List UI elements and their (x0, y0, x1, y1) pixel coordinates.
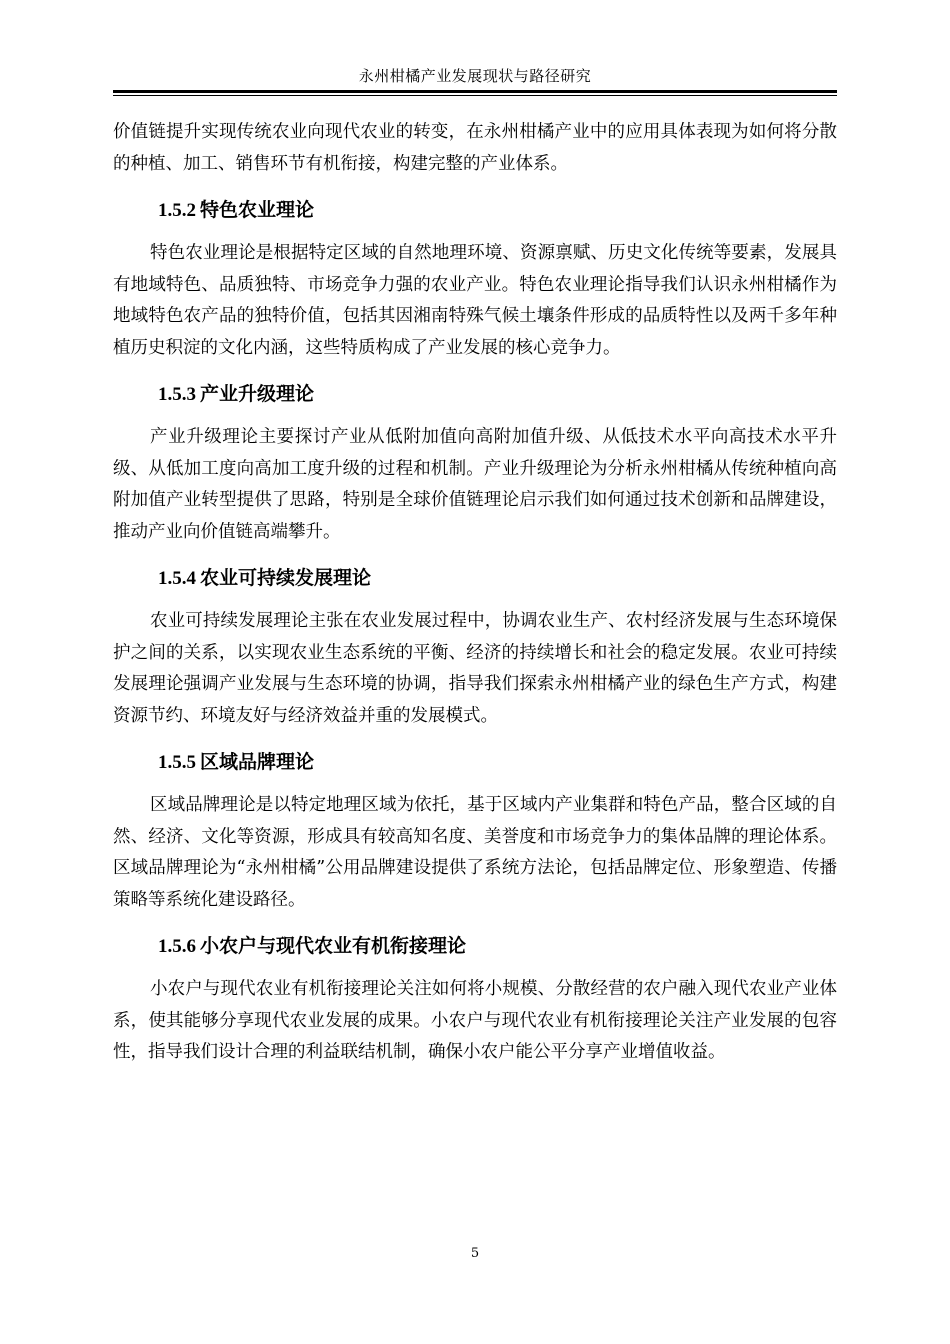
running-header: 永州柑橘产业发展现状与路径研究 (358, 67, 592, 85)
section-title: 小农户与现代农业有机衔接理论 (200, 935, 467, 957)
section-heading-1-5-6 (113, 932, 837, 961)
section-title: 产业升级理论 (200, 383, 315, 405)
section-heading-1-5-3 (113, 380, 837, 409)
section-number: 1.5.2 (158, 200, 196, 221)
section-heading-1-5-5 (113, 748, 837, 777)
section-title: 区域品牌理论 (200, 751, 315, 773)
section-paragraph: 区域品牌理论是以特定地理区域为依托，基于区域内产业集群和特色产品，整合区域的自然、经济、文化等资源，形成具有较高知名度、美誉度和市场竞争力的集体品牌的理论体系。区域品牌理论为“永州柑橘”公用品牌建设提供了系统方法论，包括品牌定位、形象塑造、传播策略等系统化建设路径。 (113, 795, 837, 910)
page-number: 5 (470, 1246, 480, 1261)
section-paragraph: 小农户与现代农业有机衔接理论关注如何将小规模、分散经营的农户融入现代农业产业体系，使其能够分享现代农业发展的成果。小农户与现代农业有机衔接理论关注产业发展的包容性，指导我们设计合理的利益联结机制，确保小农户能公平分享产业增值收益。 (113, 979, 837, 1062)
section-paragraph: 产业升级理论主要探讨产业从低附加值向高附加值升级、从低技术水平向高技术水平升级、从低加工度向高加工度升级的过程和机制。产业升级理论为分析永州柑橘从传统种植向高附加值产业转型提供了思路，特别是全球价值链理论启示我们如何通过技术创新和品牌建设，推动产业向价值链高端攀升。 (113, 427, 837, 542)
section-heading-1-5-4 (113, 564, 837, 593)
section-title: 特色农业理论 (200, 199, 315, 221)
section-paragraph: 农业可持续发展理论主张在农业发展过程中，协调农业生产、农村经济发展与生态环境保护之间的关系，以实现农业生态系统的平衡、经济的持续增长和社会的稳定发展。农业可持续发展理论强调产业发展与生态环境的协调，指导我们探索永州柑橘产业的绿色生产方式，构建资源节约、环境友好与经济效益并重的发展模式。 (113, 611, 837, 726)
section-title: 农业可持续发展理论 (200, 567, 372, 589)
body-text (113, 117, 837, 1069)
section-number: 1.5.4 (158, 568, 196, 589)
section-heading-1-5-2 (113, 196, 837, 225)
section-paragraph: 特色农业理论是根据特定区域的自然地理环境、资源禀赋、历史文化传统等要素，发展具有地域特色、品质独特、市场竞争力强的农业产业。特色农业理论指导我们认识永州柑橘作为地域特色农产品的独特价值，包括其因湘南特殊气候土壤条件形成的品质特性以及两千多年种植历史积淀的文化内涵，这些特质构成了产业发展的核心竞争力。 (113, 243, 837, 358)
section-number: 1.5.6 (158, 936, 196, 957)
intro-paragraph: 价值链提升实现传统农业向现代农业的转变，在永州柑橘产业中的应用具体表现为如何将分散的种植、加工、销售环节有机衔接，构建完整的产业体系。 (113, 122, 837, 174)
header-rule-thin (113, 95, 837, 96)
header-rule-thick (113, 90, 837, 93)
section-number: 1.5.5 (158, 752, 196, 773)
section-number: 1.5.3 (158, 384, 196, 405)
